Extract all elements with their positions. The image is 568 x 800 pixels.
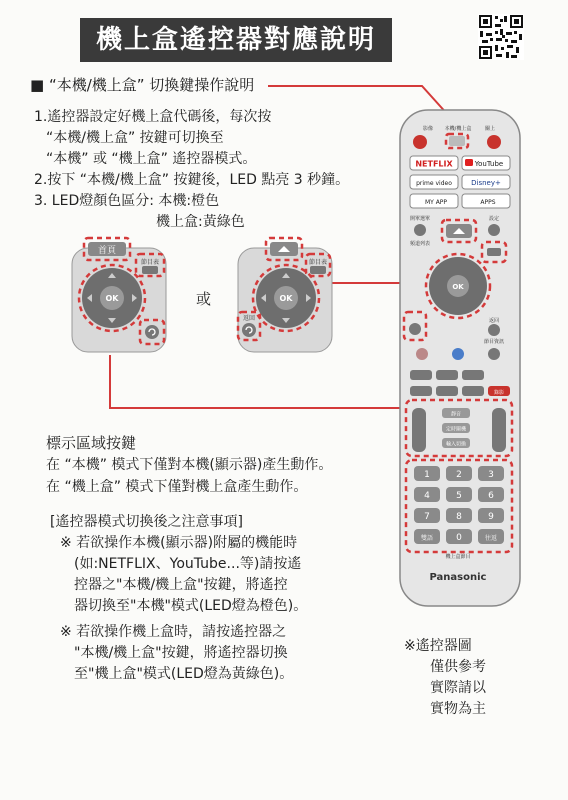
section2-line-2: 在 “機上盒” 模式下僅對機上盒產生動作。 bbox=[46, 479, 308, 495]
disney-label: Disney+ bbox=[471, 179, 501, 187]
numpad-key-label: 9 bbox=[488, 512, 494, 522]
remote-control bbox=[398, 108, 522, 608]
myapp-label: MY APP bbox=[424, 199, 448, 206]
menu-label: 節目表 bbox=[308, 259, 328, 266]
numpad-key-label: 0 bbox=[456, 533, 462, 543]
numpad-key-label: 4 bbox=[424, 491, 430, 501]
top-label-3: 關上 bbox=[484, 126, 496, 132]
numpad-key-label: 雙語 bbox=[420, 535, 434, 542]
menu-label: 節目表 bbox=[140, 259, 160, 266]
section3-title: [遙控器模式切換後之注意事項] bbox=[50, 514, 243, 530]
page-title: 機上盒遙控器對應說明 bbox=[80, 18, 392, 62]
brand-label: Panasonic bbox=[429, 572, 487, 583]
return-label: 返回 bbox=[488, 318, 500, 324]
home-label: 首頁 bbox=[97, 246, 117, 256]
section1-line-5: 3. LED燈顏色區分: 本機:橙色 bbox=[34, 193, 220, 209]
info-label: 節目資訊 bbox=[483, 339, 505, 345]
record-label: 錄影 bbox=[493, 390, 505, 396]
section1-line-1: 1.遙控器設定好機上盒代碼後，每次按 bbox=[34, 109, 272, 125]
numpad-key-label: 8 bbox=[456, 512, 462, 522]
section1-line-3: “本機” 或 “機上盒” 遙控器模式。 bbox=[46, 151, 257, 167]
note1-line-2: (如:NETFLIX、YouTube...等)請按遙 bbox=[74, 556, 302, 572]
numpad-key-label: 1 bbox=[424, 470, 430, 480]
ok-label: OK bbox=[105, 294, 119, 303]
vol-label-2: 定時關機 bbox=[445, 426, 467, 433]
section1-line-2: “本機/機上盒” 按鍵可切換至 bbox=[46, 130, 224, 146]
ok-label: OK bbox=[279, 294, 293, 303]
note2-line-2: "本機/機上盒"按鍵，將遙控器切換 bbox=[74, 645, 288, 661]
numpad-key-label: 6 bbox=[488, 491, 494, 501]
disclaimer-line-4: 實物為主 bbox=[430, 701, 486, 717]
note1-line-4: 器切換至"本機"模式(LED燈為橙色)。 bbox=[74, 598, 308, 614]
return-label: 返回 bbox=[242, 315, 256, 322]
numpad-key-label: 2 bbox=[456, 470, 462, 480]
note1-line-3: 控器之"本機/機上盒"按鍵，將遙控 bbox=[74, 577, 288, 593]
row-label-1: 開單選單 bbox=[409, 216, 431, 222]
note1-line-1: ※ 若欲操作本機(顯示器)附屬的機能時 bbox=[60, 535, 298, 551]
apps-label: APPS bbox=[480, 199, 496, 206]
top-label-1: 影像 bbox=[422, 126, 434, 132]
note2-line-1: ※ 若欲操作機上盒時，請按遙控器之 bbox=[60, 624, 287, 640]
stb-power-button bbox=[487, 135, 501, 149]
disclaimer-line-3: 實際請以 bbox=[430, 680, 486, 696]
tv-stb-toggle-button bbox=[449, 136, 465, 146]
remote-closeup-home bbox=[70, 236, 170, 356]
row-label-2: 設定 bbox=[488, 216, 500, 222]
or-text: 或 bbox=[196, 290, 212, 308]
disclaimer-line-1: ※遙控器圖 bbox=[404, 638, 472, 654]
top-label-2: 本機/機上盒 bbox=[444, 126, 472, 132]
note2-line-3: 至"機上盒"模式(LED燈為黃綠色)。 bbox=[74, 666, 294, 682]
section2-title: 標示區域按鍵 bbox=[46, 434, 137, 452]
prime-label: prime video bbox=[416, 180, 452, 187]
remote-closeup-return bbox=[236, 236, 336, 356]
netflix-label: NETFLIX bbox=[415, 159, 453, 169]
numpad-key-label: 5 bbox=[456, 491, 462, 501]
vol-label-1: 靜音 bbox=[450, 411, 462, 418]
section2-line-1: 在 “本機” 模式下僅對本機(顯示器)產生動作。 bbox=[46, 457, 333, 473]
section1-line-6: 機上盒:黃綠色 bbox=[156, 214, 245, 230]
power-button bbox=[413, 135, 427, 149]
ok-label: OK bbox=[452, 283, 464, 291]
vol-label-3: 輸入切換 bbox=[445, 441, 467, 448]
numpad-key-label: 7 bbox=[424, 512, 430, 522]
numpad-key-label: 3 bbox=[488, 470, 494, 480]
disclaimer-line-2: 僅供參考 bbox=[430, 659, 486, 675]
youtube-label: YouTube bbox=[474, 160, 504, 168]
numpad-key-label: 往返 bbox=[484, 535, 498, 542]
channel-list-label: 頻道列表 bbox=[409, 241, 431, 247]
section1-line-4: 2.按下 “本機/機上盒” 按鍵後，LED 點亮 3 秒鐘。 bbox=[34, 172, 350, 188]
stb-menu-label: 機上盒節目 bbox=[445, 554, 471, 560]
section1-heading: ■ “本機/機上盒” 切換鍵操作說明 bbox=[30, 76, 255, 94]
